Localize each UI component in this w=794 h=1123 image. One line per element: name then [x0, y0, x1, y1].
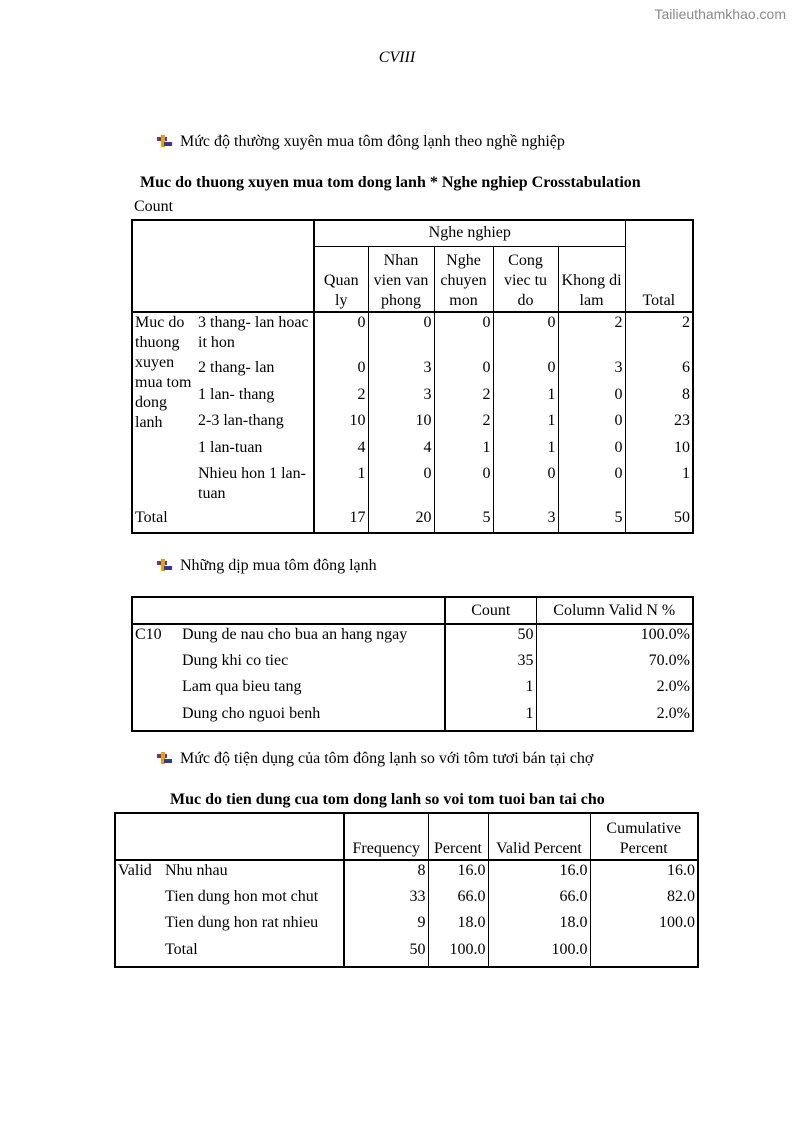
- cell: 9: [344, 913, 428, 940]
- cell: 2: [625, 312, 693, 358]
- col-header: Nhan vien van phong: [368, 246, 434, 312]
- row-label: Nhu nhau: [165, 862, 228, 879]
- total-cell: 50: [625, 508, 693, 533]
- col-header: Nghe chuyen mon: [434, 246, 493, 312]
- row-label: Tien dung hon mot chut: [165, 888, 319, 905]
- corner-cell: [132, 597, 445, 624]
- row-label: Total: [163, 940, 344, 967]
- occasions-table: [131, 596, 694, 732]
- cell: 0: [558, 464, 625, 508]
- row-label: Dung de nau cho bua an hang ngay: [182, 626, 408, 643]
- col-header-total: Total: [625, 220, 693, 312]
- cell: 2: [314, 385, 368, 411]
- cell: 18.0: [488, 913, 590, 940]
- cell: 100.0%: [536, 624, 693, 651]
- cell: 10: [625, 438, 693, 464]
- row-label: 2-3 lan-thang: [198, 412, 284, 429]
- cell: 0: [434, 358, 493, 385]
- cell: 50: [344, 940, 428, 967]
- cell: 3: [558, 358, 625, 385]
- cell: 16.0: [488, 860, 590, 887]
- row-label: Nhieu hon 1 lan-tuan: [198, 465, 306, 502]
- crosstab-subtitle: Count: [134, 198, 174, 215]
- cell: 1: [493, 438, 558, 464]
- cell: 0: [314, 358, 368, 385]
- row-label: Lam qua bieu tang: [182, 678, 302, 695]
- total-cell: 5: [558, 508, 625, 533]
- section1-heading-text: Mức độ thường xuyên mua tôm đông lạnh theo nghề nghiệp: [180, 133, 565, 150]
- corner-cell: [132, 220, 314, 312]
- total-cell: 5: [434, 508, 493, 533]
- section2-heading: [156, 557, 377, 575]
- cell: 1: [625, 464, 693, 508]
- cell: 10: [314, 411, 368, 438]
- convenience-table: [114, 812, 699, 968]
- cell: 0: [558, 411, 625, 438]
- row-group-label: Muc do thuong xuyen mua tom dong lanh: [132, 312, 196, 508]
- cell: 16.0: [428, 860, 488, 887]
- cell: 0: [434, 312, 493, 358]
- row-group-label: Valid: [115, 860, 163, 967]
- col-header: Quan ly: [314, 246, 368, 312]
- cell: 0: [493, 312, 558, 358]
- cell: 18.0: [428, 913, 488, 940]
- cell: 16.0: [590, 860, 698, 887]
- cell: 50: [445, 624, 536, 651]
- cell: 1: [493, 385, 558, 411]
- cell: 2.0%: [536, 704, 693, 731]
- cell: 2: [558, 312, 625, 358]
- col-header-frequency: Frequency: [344, 813, 428, 860]
- cell: 1: [445, 677, 536, 704]
- col-header-pct: Column Valid N %: [536, 597, 693, 624]
- row-label: Dung cho nguoi benh: [180, 704, 445, 731]
- cell: 3: [368, 385, 434, 411]
- total-label: Total: [132, 508, 314, 533]
- total-cell: 20: [368, 508, 434, 533]
- cell: 2: [434, 411, 493, 438]
- cell: 35: [445, 651, 536, 677]
- cell: 100.0: [590, 913, 698, 940]
- col-header-count: Count: [445, 597, 536, 624]
- cell: 2: [434, 385, 493, 411]
- total-cell: 17: [314, 508, 368, 533]
- corner-cell: [115, 813, 344, 860]
- cell: 1: [314, 464, 368, 508]
- cell: 82.0: [590, 887, 698, 913]
- row-label: 3 thang- lan hoac it hon: [198, 314, 309, 351]
- cell: 66.0: [428, 887, 488, 913]
- cell: 0: [434, 464, 493, 508]
- cell: 0: [558, 385, 625, 411]
- row-group-label: C10: [132, 624, 180, 731]
- cell: 0: [558, 438, 625, 464]
- cell: 1: [434, 438, 493, 464]
- cell: 70.0%: [536, 651, 693, 677]
- cell: 10: [368, 411, 434, 438]
- section2-heading-text: Những dịp mua tôm đông lạnh: [180, 557, 377, 574]
- row-label: 2 thang- lan: [198, 359, 275, 376]
- row-label: Dung khi co tiec: [182, 652, 289, 669]
- watermark: Tailieuthamkhao.com: [654, 6, 786, 22]
- section3-heading-text: Mức độ tiện dụng của tôm đông lạnh so với tôm tươi bán tại chợ: [180, 750, 594, 767]
- cell: 0: [493, 358, 558, 385]
- cell: 0: [314, 312, 368, 358]
- col-header-percent: Percent: [428, 813, 488, 860]
- cell: 23: [625, 411, 693, 438]
- crosstab-table: [131, 219, 694, 534]
- cell: 3: [368, 358, 434, 385]
- bullet-icon: [156, 752, 172, 766]
- cell: 1: [493, 411, 558, 438]
- row-label: 1 lan- thang: [198, 386, 275, 403]
- cell: 33: [344, 887, 428, 913]
- cell: 0: [368, 464, 434, 508]
- cell: 100.0: [428, 940, 488, 967]
- section1-heading: [156, 133, 565, 151]
- convenience-title: Muc do tien dung cua tom dong lanh so voi tom tuoi ban tai cho: [170, 791, 605, 808]
- cell: 0: [368, 312, 434, 358]
- cell: 4: [314, 438, 368, 464]
- cell: 66.0: [488, 887, 590, 913]
- cell: 6: [625, 358, 693, 385]
- cell: 4: [368, 438, 434, 464]
- row-label: Tien dung hon rat nhieu: [165, 914, 319, 931]
- bullet-icon: [156, 135, 172, 149]
- bullet-icon: [156, 559, 172, 573]
- col-header: Cong viec tu do: [493, 246, 558, 312]
- row-label: 1 lan-tuan: [198, 439, 263, 456]
- group-header: Nghe nghiep: [314, 220, 625, 246]
- crosstab-title: Muc do thuong xuyen mua tom dong lanh * Nghe nghiep Crosstabulation: [140, 174, 641, 191]
- cell: 8: [625, 385, 693, 411]
- cell: 100.0: [488, 940, 590, 967]
- cell: [590, 940, 698, 967]
- col-header-valid-percent: Valid Percent: [488, 813, 590, 860]
- col-header-cumulative-percent: Cumulative Percent: [590, 813, 698, 860]
- cell: 1: [445, 704, 536, 731]
- cell: 2.0%: [536, 677, 693, 704]
- col-header: Khong di lam: [558, 246, 625, 312]
- total-cell: 3: [493, 508, 558, 533]
- cell: 0: [493, 464, 558, 508]
- page-number: CVIII: [378, 49, 416, 66]
- cell: 8: [344, 860, 428, 887]
- section3-heading: [156, 750, 593, 768]
